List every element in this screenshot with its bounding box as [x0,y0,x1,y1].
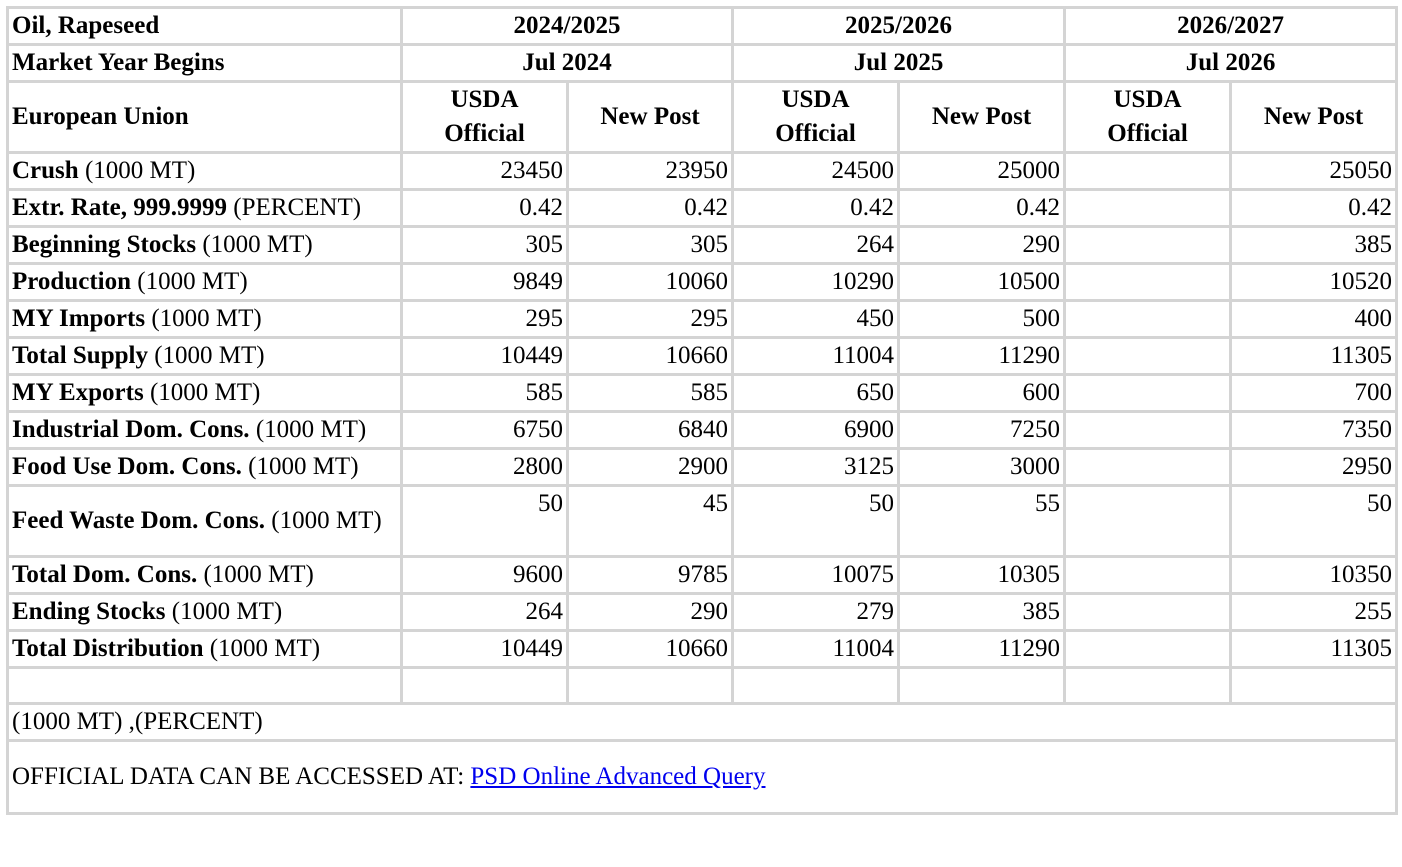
table-row [8,486,1397,557]
blank-cell [568,668,733,704]
value-cell: 2800 [402,449,568,486]
value-cell: 23950 [568,153,733,190]
row-label-name: Feed Waste Dom. Cons. [12,507,266,534]
value-cell: 2950 [1231,449,1397,486]
value-cell: 9849 [402,264,568,301]
blank-row [8,668,1397,704]
table-row [8,631,1397,668]
row-label-unit: (1000 MT) [165,598,283,625]
table-row [8,594,1397,631]
value-cell: 10305 [899,557,1065,594]
row-label-name: Total Supply [12,342,148,369]
value-cell: 10660 [568,631,733,668]
value-cell: 264 [733,227,899,264]
value-cell: 11004 [733,338,899,375]
value-cell: 6840 [568,412,733,449]
value-cell: 400 [1231,301,1397,338]
market-year-label: Market Year Begins [8,45,402,82]
value-cell: 10350 [1231,557,1397,594]
value-cell [1065,594,1231,631]
row-label-name: Ending Stocks [12,598,166,625]
units-note-row [8,704,1397,741]
value-cell: 10520 [1231,264,1397,301]
table-row [8,557,1397,594]
psd-online-link[interactable]: PSD Online Advanced Query [470,763,766,790]
value-cell: 23450 [402,153,568,190]
value-cell: 305 [568,227,733,264]
row-label-name: MY Imports [12,305,146,332]
row-label [8,375,402,412]
value-cell: 295 [568,301,733,338]
row-label [8,190,402,227]
value-cell [1065,631,1231,668]
value-cell [1065,412,1231,449]
value-cell: 10660 [568,338,733,375]
value-cell: 9600 [402,557,568,594]
value-cell: 0.42 [733,190,899,227]
col-usda-official [402,82,568,153]
row-label [8,412,402,449]
row-label [8,449,402,486]
value-cell: 50 [733,486,899,557]
row-label-unit: (1000 MT) [131,268,248,295]
value-cell: 10500 [899,264,1065,301]
table-row [8,227,1397,264]
table-row [8,375,1397,412]
table-row [8,338,1397,375]
value-cell: 290 [899,227,1065,264]
value-cell: 10449 [402,338,568,375]
value-cell: 7250 [899,412,1065,449]
value-cell: 6900 [733,412,899,449]
col-usda-line2: Official [444,120,525,147]
value-cell: 385 [899,594,1065,631]
col-new-post: New Post [899,82,1065,153]
country-name: European Union [8,82,402,153]
col-usda-line1: USDA [1113,86,1182,113]
row-label-unit: (1000 MT) [241,453,359,480]
value-cell: 10075 [733,557,899,594]
table-row [8,449,1397,486]
year-begins-3: Jul 2026 [1065,45,1397,82]
value-cell: 10449 [402,631,568,668]
value-cell: 11290 [899,631,1065,668]
value-cell: 255 [1231,594,1397,631]
blank-cell [402,668,568,704]
row-label [8,486,402,557]
value-cell: 25000 [899,153,1065,190]
value-cell: 3000 [899,449,1065,486]
col-usda-line2: Official [775,120,856,147]
col-usda-line1: USDA [450,86,519,113]
value-cell: 10060 [568,264,733,301]
row-label-name: Food Use Dom. Cons. [12,453,242,480]
value-cell: 264 [402,594,568,631]
value-cell: 450 [733,301,899,338]
value-cell: 11305 [1231,631,1397,668]
value-cell [1065,557,1231,594]
value-cell: 0.42 [568,190,733,227]
value-cell: 2900 [568,449,733,486]
header-row-columns [8,82,1397,153]
value-cell: 11004 [733,631,899,668]
value-cell: 50 [1231,486,1397,557]
value-cell: 0.42 [1231,190,1397,227]
value-cell: 10290 [733,264,899,301]
row-label-name: MY Exports [12,379,144,406]
blank-cell [733,668,899,704]
row-label [8,338,402,375]
table-row [8,153,1397,190]
value-cell: 500 [899,301,1065,338]
year-header-1: 2024/2025 [402,8,733,45]
row-label [8,557,402,594]
psd-data-table [6,6,1398,815]
value-cell: 305 [402,227,568,264]
value-cell [1065,449,1231,486]
year-header-2: 2025/2026 [733,8,1065,45]
blank-cell [899,668,1065,704]
row-label-name: Production [12,268,131,295]
row-label-unit: (1000 MT) [196,231,313,258]
row-label [8,227,402,264]
row-label-unit: (1000 MT) [197,561,314,588]
col-usda-official [1065,82,1231,153]
row-label-name: Beginning Stocks [12,231,197,258]
col-usda-line1: USDA [781,86,850,113]
value-cell: 11290 [899,338,1065,375]
value-cell: 385 [1231,227,1397,264]
value-cell: 45 [568,486,733,557]
value-cell: 11305 [1231,338,1397,375]
blank-cell [1065,668,1231,704]
value-cell: 7350 [1231,412,1397,449]
value-cell [1065,301,1231,338]
year-begins-1: Jul 2024 [402,45,733,82]
value-cell: 650 [733,375,899,412]
row-label-name: Extr. Rate, 999.9999 [12,194,228,221]
col-new-post: New Post [1231,82,1397,153]
table-row [8,412,1397,449]
row-label-name: Industrial Dom. Cons. [12,416,250,443]
value-cell: 585 [402,375,568,412]
value-cell: 9785 [568,557,733,594]
value-cell [1065,375,1231,412]
value-cell [1065,264,1231,301]
blank-cell [1231,668,1397,704]
row-label-unit: (PERCENT) [227,194,362,221]
value-cell [1065,486,1231,557]
col-usda-official [733,82,899,153]
value-cell: 0.42 [899,190,1065,227]
year-begins-2: Jul 2025 [733,45,1065,82]
header-row-begins [8,45,1397,82]
value-cell: 295 [402,301,568,338]
table-row [8,190,1397,227]
row-label-unit: (1000 MT) [265,507,382,534]
table-row [8,264,1397,301]
value-cell [1065,338,1231,375]
value-cell: 55 [899,486,1065,557]
value-cell: 6750 [402,412,568,449]
row-label [8,631,402,668]
value-cell: 25050 [1231,153,1397,190]
row-label-name: Total Distribution [12,635,204,662]
access-note [8,741,1397,814]
value-cell [1065,190,1231,227]
units-note: (1000 MT) ,(PERCENT) [8,704,1397,741]
value-cell [1065,153,1231,190]
row-label [8,264,402,301]
value-cell: 3125 [733,449,899,486]
header-row-years [8,8,1397,45]
row-label-name: Crush [12,157,79,184]
col-new-post: New Post [568,82,733,153]
row-label-unit: (1000 MT) [203,635,321,662]
row-label [8,301,402,338]
value-cell [1065,227,1231,264]
row-label-unit: (1000 MT) [145,305,262,332]
row-label-unit: (1000 MT) [78,157,196,184]
row-label-unit: (1000 MT) [249,416,367,443]
row-label-unit: (1000 MT) [147,342,265,369]
access-note-row [8,741,1397,814]
table-row [8,301,1397,338]
value-cell: 0.42 [402,190,568,227]
blank-cell [8,668,402,704]
access-text: OFFICIAL DATA CAN BE ACCESSED AT: [12,763,471,790]
value-cell: 700 [1231,375,1397,412]
row-label-unit: (1000 MT) [143,379,261,406]
year-header-3: 2026/2027 [1065,8,1397,45]
row-label [8,153,402,190]
row-label-name: Total Dom. Cons. [12,561,198,588]
value-cell: 24500 [733,153,899,190]
commodity-name: Oil, Rapeseed [8,8,402,45]
value-cell: 585 [568,375,733,412]
value-cell: 600 [899,375,1065,412]
row-label [8,594,402,631]
value-cell: 290 [568,594,733,631]
col-usda-line2: Official [1107,120,1188,147]
value-cell: 279 [733,594,899,631]
value-cell: 50 [402,486,568,557]
